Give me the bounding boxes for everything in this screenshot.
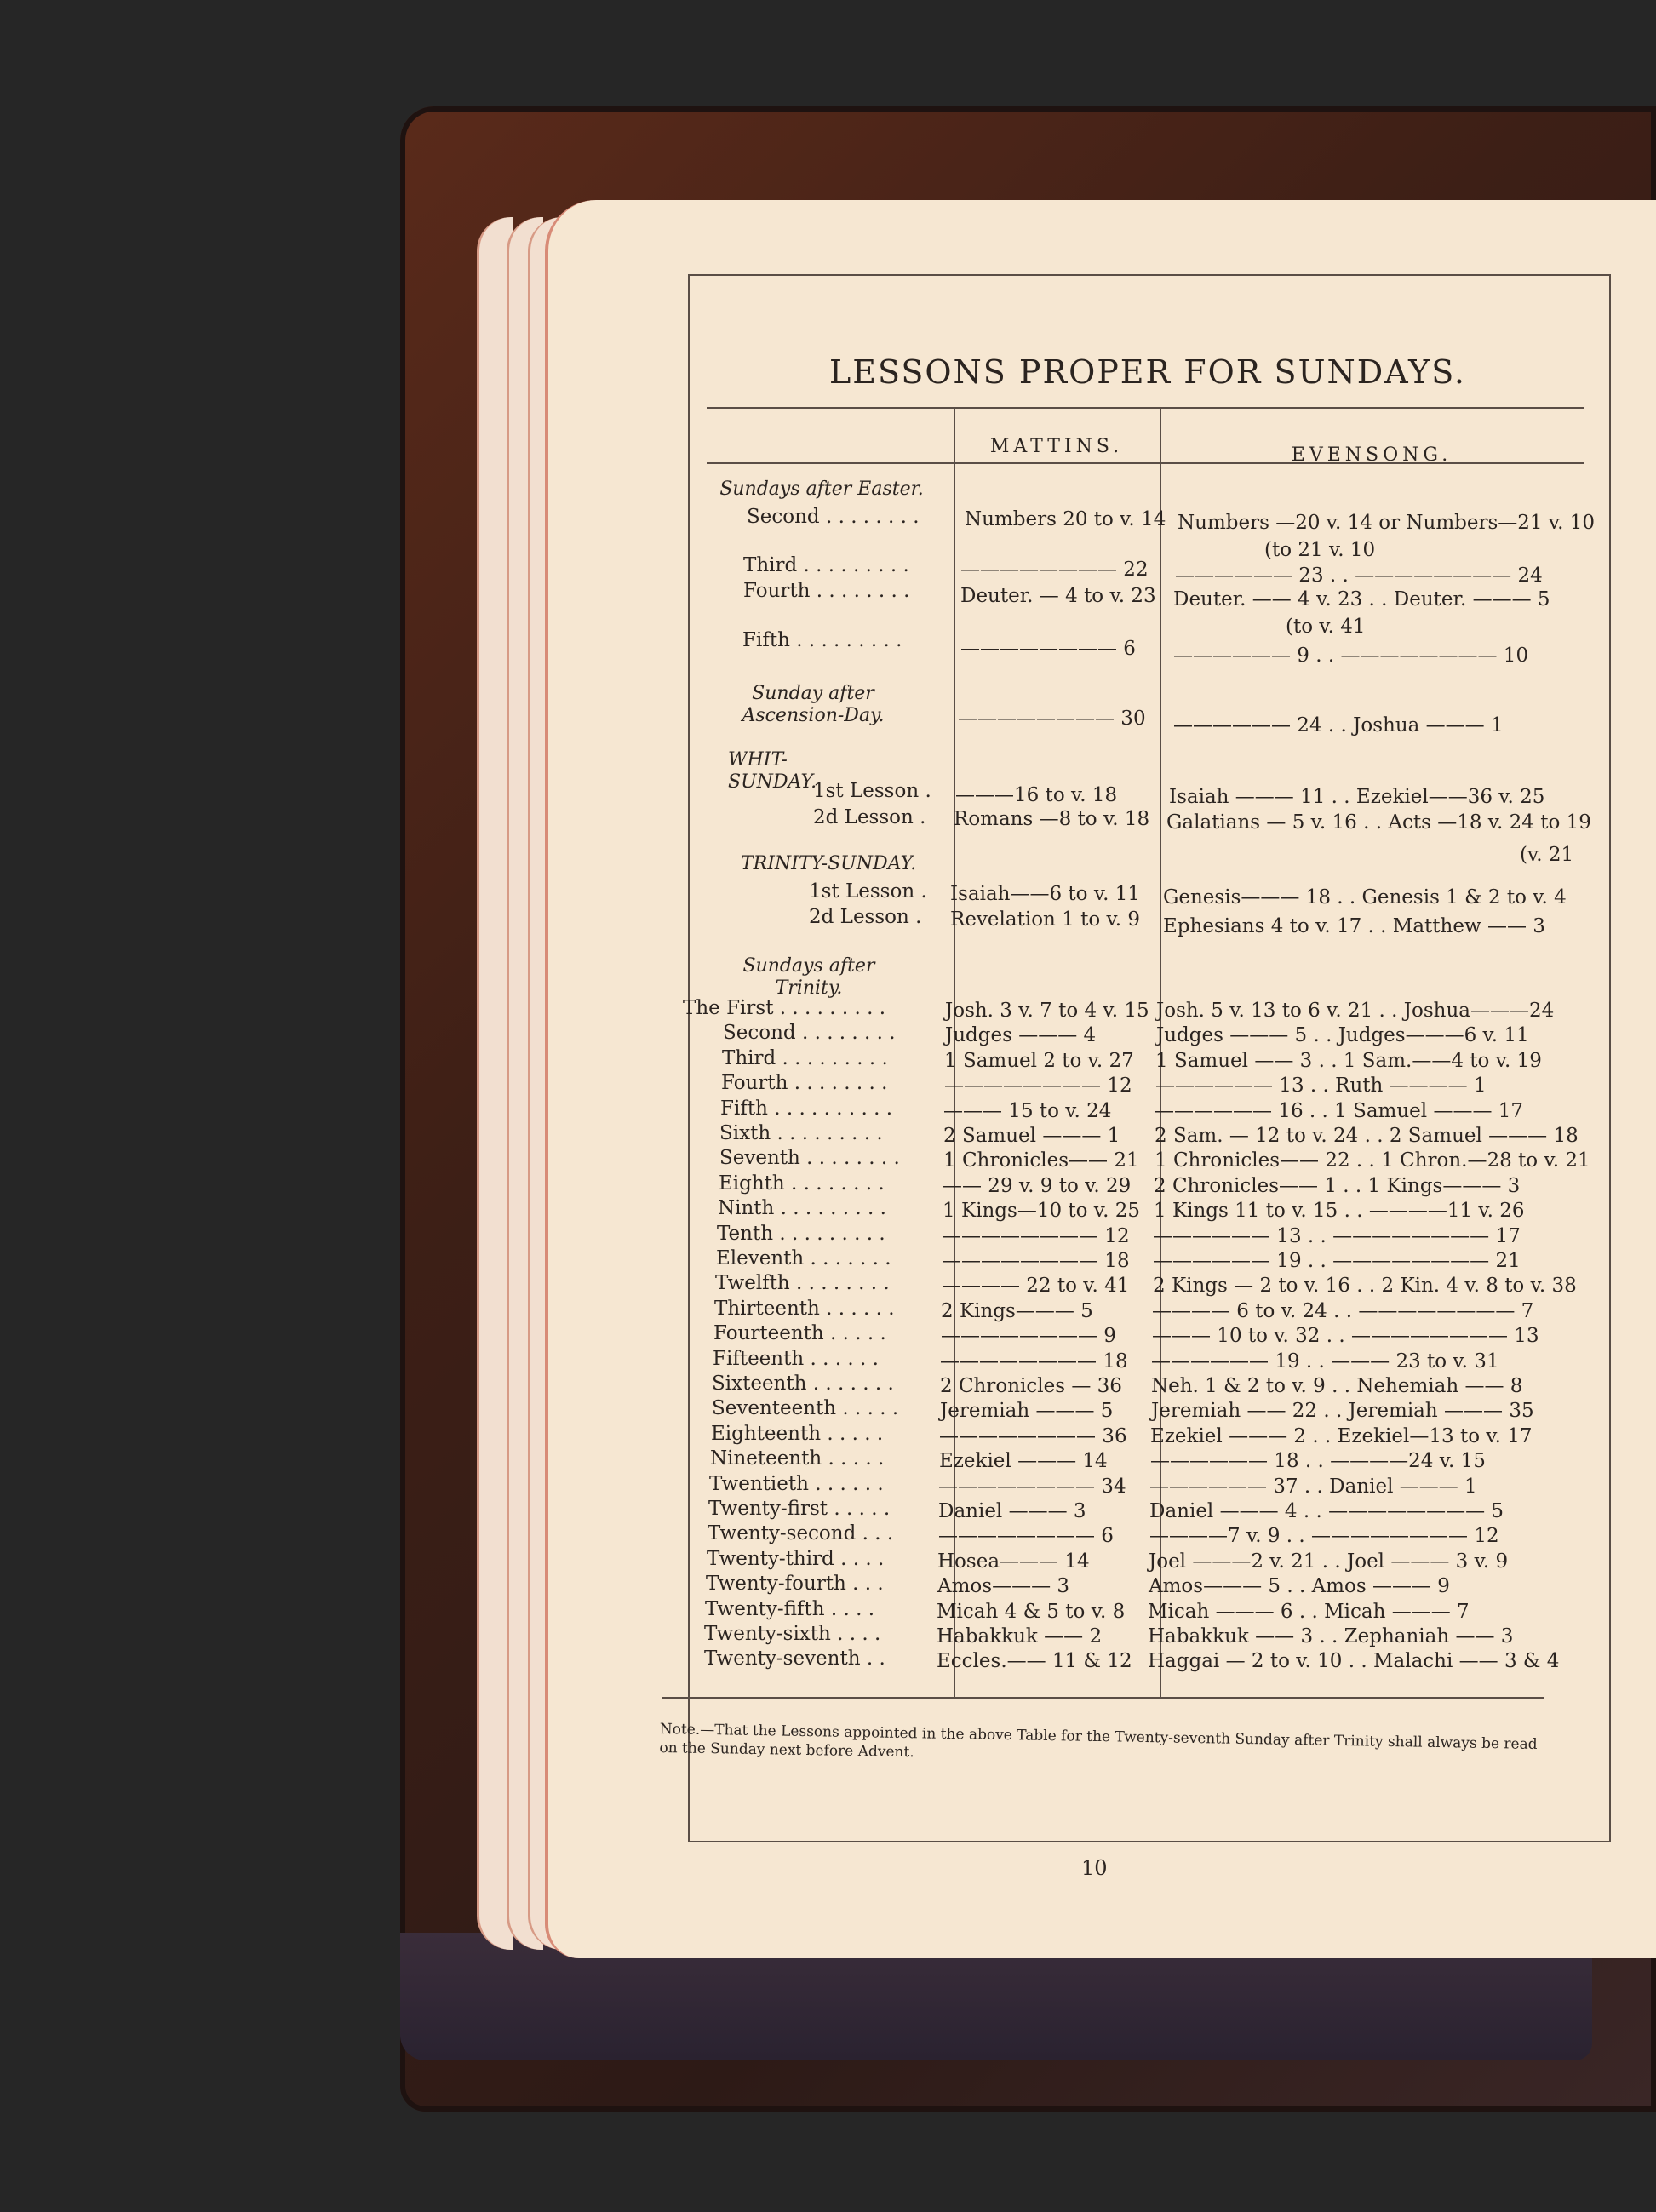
mattins-cell: ———————— 18 <box>942 1250 1130 1272</box>
evensong-cell: Galatians — 5 v. 16 . . Acts —18 v. 24 to 19 <box>1166 811 1591 834</box>
row-label: 1st Lesson . <box>809 880 927 903</box>
mattins-cell: 2 Samuel ——— 1 <box>943 1125 1120 1147</box>
trinity-row-label: Fourth . . . . . . . . <box>721 1072 888 1095</box>
mattins-cell: Ezekiel ——— 14 <box>939 1450 1108 1473</box>
mattins-cell: Hosea——— 14 <box>937 1550 1090 1573</box>
trinity-row-label: Second . . . . . . . . <box>723 1022 896 1045</box>
evensong-cell: Jeremiah —— 22 . . Jeremiah ——— 35 <box>1151 1400 1534 1423</box>
trinity-row-label: Seventeenth . . . . . <box>712 1397 899 1420</box>
mattins-cell: ———————— 22 <box>960 559 1149 581</box>
mattins-header: MATTINS. <box>989 436 1124 457</box>
trinity-row-label: Eighteenth . . . . . <box>711 1422 884 1445</box>
evensong-cell: 2 Chronicles—— 1 . . 1 Kings——— 3 <box>1154 1174 1521 1197</box>
evensong-cell: Haggai — 2 to v. 10 . . Malachi —— 3 & 4 <box>1148 1650 1560 1673</box>
trinity-row-label: Seventh . . . . . . . . <box>719 1147 900 1170</box>
evensong-cell: —————— 19 . . ———————— 21 <box>1153 1250 1521 1272</box>
trinity-row-label: Twenty-fifth . . . . <box>705 1597 875 1620</box>
trinity-row-label: Eleventh . . . . . . . <box>716 1247 891 1269</box>
section-heading: Sundays after Easter. <box>719 479 924 500</box>
evensong-cell: ———— 6 to v. 24 . . ———————— 7 <box>1152 1299 1534 1322</box>
mattins-cell: 1 Kings—10 to v. 25 <box>943 1200 1140 1223</box>
footnote: Note.—That the Lessons appointed in the above Table for the Twenty-seventh Sunday after Trinity shall always be read on the Sunday next before Advent. <box>659 1720 1538 1762</box>
trinity-row-label: Nineteenth . . . . . <box>710 1447 885 1470</box>
mattins-cell: ———— 22 to v. 41 <box>942 1275 1130 1298</box>
evensong-cell: Deuter. —— 4 v. 23 . . Deuter. ——— 5 <box>1173 588 1550 610</box>
trinity-row-label: Third . . . . . . . . . <box>722 1046 888 1069</box>
evensong-cell: Numbers —20 v. 14 or Numbers—21 v. 10 <box>1178 512 1595 534</box>
evensong-cell: Joel ———2 v. 21 . . Joel ——— 3 v. 9 <box>1149 1550 1509 1573</box>
evensong-cell-cont: (to v. 41 <box>1286 616 1366 638</box>
mattins-cell: 2 Chronicles — 36 <box>940 1375 1122 1397</box>
evensong-cell: —————— 19 . . ——— 23 to v. 31 <box>1151 1350 1499 1372</box>
evensong-cell: 1 Chronicles—— 22 . . 1 Chron.—28 to v. 21 <box>1155 1149 1590 1172</box>
mattins-cell: Isaiah——6 to v. 11 <box>950 883 1140 905</box>
evensong-cell: Josh. 5 v. 13 to 6 v. 21 . . Joshua———24 <box>1156 1000 1555 1022</box>
evensong-cell: —————— 13 . . Ruth ———— 1 <box>1155 1074 1487 1097</box>
evensong-cell-cont: (to 21 v. 10 <box>1264 539 1376 561</box>
trinity-row-label: Twentieth . . . . . . <box>709 1472 884 1495</box>
evensong-cell: ——— 10 to v. 32 . . ———————— 13 <box>1152 1325 1539 1348</box>
mattins-cell: ———————— 12 <box>944 1074 1132 1097</box>
row-label: 1st Lesson . <box>813 780 931 802</box>
evensong-cell: ————7 v. 9 . . ———————— 12 <box>1149 1525 1499 1548</box>
mattins-cell: Micah 4 & 5 to v. 8 <box>937 1600 1126 1623</box>
evensong-cell-cont: (v. 21 <box>1520 844 1574 866</box>
evensong-cell: Judges ——— 5 . . Judges———6 v. 11 <box>1156 1024 1529 1047</box>
evensong-cell: —————— 23 . . ———————— 24 <box>1175 564 1543 587</box>
mattins-cell: —— 29 v. 9 to v. 29 <box>943 1174 1132 1197</box>
trinity-row-label: Fifteenth . . . . . . <box>713 1347 879 1370</box>
page-number: 10 <box>1081 1856 1108 1880</box>
trinity-row-label: Twenty-seventh . . <box>704 1648 885 1670</box>
evensong-header: EVENSONG. <box>1291 444 1453 466</box>
trinity-row-label: Twenty-first . . . . . <box>708 1498 891 1520</box>
mattins-cell: ———16 to v. 18 <box>955 784 1118 806</box>
trinity-row-label: Sixteenth . . . . . . . <box>712 1372 894 1395</box>
row-label: Fourth . . . . . . . . <box>743 580 910 602</box>
mattins-cell: Daniel ——— 3 <box>938 1500 1086 1522</box>
evensong-cell: Micah ——— 6 . . Micah ——— 7 <box>1148 1600 1470 1623</box>
evensong-cell: 1 Samuel —— 3 . . 1 Sam.——4 to v. 19 <box>1155 1049 1542 1072</box>
evensong-cell: Amos——— 5 . . Amos ——— 9 <box>1149 1575 1450 1598</box>
mattins-cell: Habakkuk —— 2 <box>937 1625 1103 1648</box>
mattins-cell: 2 Kings——— 5 <box>941 1299 1093 1322</box>
row-label: Fifth . . . . . . . . . <box>742 629 902 651</box>
mattins-cell: 1 Samuel 2 to v. 27 <box>944 1049 1134 1072</box>
trinity-row-label: Sixth . . . . . . . . . <box>719 1122 883 1144</box>
evensong-cell: Ezekiel ——— 2 . . Ezekiel—13 to v. 17 <box>1150 1424 1533 1447</box>
trinity-row-label: The First . . . . . . . . . <box>683 997 886 1019</box>
mattins-cell: ——— 15 to v. 24 <box>943 1099 1112 1122</box>
mattins-cell: Amos——— 3 <box>937 1575 1070 1598</box>
divider <box>662 1697 1544 1699</box>
evensong-cell: Genesis——— 18 . . Genesis 1 & 2 to v. 4 <box>1163 886 1567 908</box>
mattins-cell: Josh. 3 v. 7 to 4 v. 15 <box>945 1000 1149 1022</box>
trinity-row-label: Twenty-fourth . . . <box>706 1573 884 1596</box>
mattins-cell: Judges ——— 4 <box>945 1024 1097 1047</box>
row-label: 2d Lesson . <box>809 906 922 928</box>
mattins-cell: ———————— 9 <box>941 1325 1116 1348</box>
mattins-cell: 1 Chronicles—— 21 <box>943 1149 1139 1172</box>
mattins-cell: ———————— 30 <box>958 708 1146 730</box>
trinity-row-label: Fourteenth . . . . . <box>713 1322 886 1345</box>
evensong-cell: 2 Kings — 2 to v. 16 . . 2 Kin. 4 v. 8 to v. 38 <box>1153 1275 1577 1298</box>
mattins-cell: ———————— 6 <box>960 638 1136 660</box>
trinity-row-label: Eighth . . . . . . . . <box>719 1172 885 1195</box>
evensong-cell: —————— 9 . . ———————— 10 <box>1173 645 1529 667</box>
evensong-cell: —————— 16 . . 1 Samuel ——— 17 <box>1155 1099 1524 1122</box>
mattins-cell: Eccles.—— 11 & 12 <box>937 1650 1132 1673</box>
divider <box>707 407 1584 409</box>
evensong-cell: Habakkuk —— 3 . . Zephaniah —— 3 <box>1148 1625 1514 1648</box>
page-title: LESSONS PROPER FOR SUNDAYS. <box>829 353 1466 391</box>
evensong-cell: —————— 13 . . ———————— 17 <box>1153 1224 1521 1247</box>
mattins-cell: ———————— 18 <box>940 1350 1128 1372</box>
evensong-cell: 2 Sam. — 12 to v. 24 . . 2 Samuel ——— 18 <box>1155 1125 1579 1147</box>
row-label: Second . . . . . . . . <box>747 506 920 528</box>
mattins-cell: ———————— 6 <box>938 1525 1114 1548</box>
trinity-row-label: Twenty-third . . . . <box>707 1547 885 1570</box>
evensong-cell: 1 Kings 11 to v. 15 . . ————11 v. 26 <box>1154 1200 1525 1223</box>
row-label: Third . . . . . . . . . <box>743 554 909 576</box>
mattins-cell: Deuter. — 4 to v. 23 <box>960 585 1156 607</box>
mattins-cell: Romans —8 to v. 18 <box>954 808 1150 830</box>
evensong-cell: —————— 18 . . ————24 v. 15 <box>1150 1450 1486 1473</box>
evensong-cell: Isaiah ——— 11 . . Ezekiel——36 v. 25 <box>1169 786 1545 808</box>
section-heading: Sunday after Ascension-Day. <box>742 683 885 726</box>
trinity-row-label: Ninth . . . . . . . . . <box>718 1197 886 1220</box>
trinity-row-label: Twenty-second . . . <box>708 1522 894 1545</box>
section-heading: WHIT-SUNDAY. <box>728 749 817 793</box>
mattins-cell: Numbers 20 to v. 14 <box>965 508 1166 530</box>
evensong-cell: —————— 37 . . Daniel ——— 1 <box>1149 1475 1477 1498</box>
section-heading: TRINITY-SUNDAY. <box>741 853 917 874</box>
trinity-row-label: Twenty-sixth . . . . <box>704 1623 881 1645</box>
mattins-cell: ———————— 34 <box>938 1475 1126 1498</box>
trinity-row-label: Thirteenth . . . . . . <box>714 1297 895 1320</box>
evensong-cell: —————— 24 . . Joshua ——— 1 <box>1173 714 1504 736</box>
mattins-cell: Jeremiah ——— 5 <box>940 1400 1114 1423</box>
trinity-row-label: Tenth . . . . . . . . . <box>717 1222 885 1245</box>
evensong-cell: Ephesians 4 to v. 17 . . Matthew —— 3 <box>1163 915 1545 937</box>
evensong-cell: Daniel ——— 4 . . ———————— 5 <box>1149 1500 1504 1522</box>
trinity-row-label: Fifth . . . . . . . . . . <box>720 1097 893 1120</box>
row-label: 2d Lesson . <box>813 806 926 828</box>
trinity-row-label: Twelfth . . . . . . . . <box>715 1272 890 1295</box>
mattins-cell: ———————— 36 <box>939 1424 1127 1447</box>
evensong-cell: Neh. 1 & 2 to v. 9 . . Nehemiah —— 8 <box>1151 1375 1523 1397</box>
mattins-cell: ———————— 12 <box>942 1224 1130 1247</box>
mattins-cell: Revelation 1 to v. 9 <box>950 908 1141 931</box>
section-heading: Sundays after Trinity. <box>742 955 875 999</box>
